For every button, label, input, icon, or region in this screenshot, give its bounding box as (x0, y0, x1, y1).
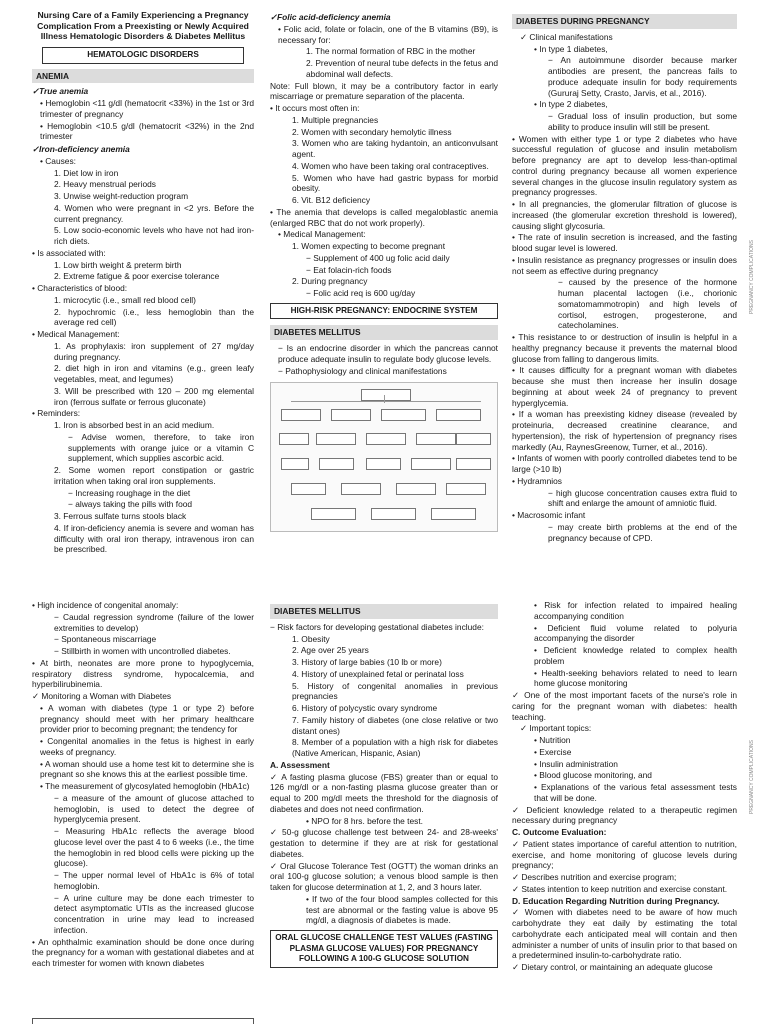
text-line: ✓ Important topics: (520, 723, 592, 734)
text-line: • Medical Management: (32, 329, 120, 340)
text-line: 2. hypochromic (i.e., less hemoglobin than the average red cell) (54, 306, 254, 328)
text-line: 5. Women who have had gastric bypass for morbid obesity. (292, 172, 498, 194)
text-line: 5. History of congenital anomalies in previous pregnancies (292, 680, 498, 702)
text-line: ✓ Women with diabetes need to be aware of how much carbohydrate they eat daily by estimating the total carbohydrate each anticipated meal will contain and then administer a number of units of insulin prior to that based on a predetermined insulin-to-carbohydrate ratio. (512, 907, 737, 961)
section-heading: HIGH-RISK PREGNANCY: ENDOCRINE SYSTEM (270, 303, 498, 320)
flowchart-node (456, 433, 491, 445)
flowchart-node (446, 483, 486, 495)
text-line: • Characteristics of blood: (32, 283, 128, 294)
text-line: • Medical Management: (278, 229, 366, 240)
text-line: • If two of the four blood samples collected for this test are abnormal or the fasting value is above 95 mg/dl, a diagnosis of diabetes is made. (306, 893, 498, 926)
text-line: 2. Extreme fatigue & poor exercise tolerance (54, 271, 220, 282)
column-1 (32, 10, 254, 595)
text-line: • Hemoglobin <10.5 g/dl (hematocrit <32%) in the 2nd trimester (40, 120, 254, 142)
column-6 (512, 600, 737, 1020)
text-line: − Is an endocrine disorder in which the pancreas cannot produce adequate insulin to regulate body glucose levels. (278, 343, 498, 364)
text-line: • The rate of insulin secretion is increased, and the fasting blood sugar level is lowered. (512, 232, 737, 253)
subheading: A. Assessment (270, 759, 330, 770)
page-title: Nursing Care of a Family Experiencing a Pregnancy Complication From a Preexisting or Newly Acquired Illness Hematologic Disorders & Diabetes Mellitus (37, 10, 249, 42)
text-line: 2. Women with secondary hemolytic illness (292, 126, 452, 137)
text-line: • It occurs most often in: (270, 103, 360, 113)
text-line: • Explanations of the various fetal assessment tests that will be done. (534, 782, 737, 803)
text-line: 4. If iron-deficiency anemia is severe and woman has difficulty with oral iron therapy, intravenous iron can be prescribed. (54, 522, 254, 555)
flowchart-node (331, 409, 371, 421)
text-line: 6. History of polycystic ovary syndrome (292, 703, 438, 713)
flowchart-node (456, 458, 491, 470)
subheading: ✓Folic acid-deficiency anemia (270, 12, 391, 22)
text-line: 4. Women who were pregnant in <2 yrs. Before the current pregnancy. (54, 202, 254, 224)
section-heading: HEMATOLOGIC DISORDERS (42, 47, 244, 64)
column-4 (32, 600, 254, 1020)
text-line: 5. Low socio-economic levels who have not had iron-rich diets. (54, 225, 254, 247)
text-line: ✓ 50-g glucose challenge test between 24- and 28-weeks' gestation to determine if they are at risk for gestational diabetes. (270, 827, 498, 859)
text-line: • It causes difficulty for a pregnant woman with diabetes because she must then increase her insulin dosage beginning at about week 24 of pregnancy to prevent hyperglycemia. (512, 365, 737, 408)
flowchart-node (319, 458, 354, 470)
text-line: − a measure of the amount of glucose attached to hemoglobin, is used to detect the degree of hyperglycemia present. (54, 792, 254, 825)
text-line: 3. Will be prescribed with 120 – 200 mg elemental iron (ferrous sulfate or ferrous gluconate) (54, 385, 254, 407)
text-line: • If a woman has preexisting kidney disease (revealed by proteinuria, decreased creatinine clearance, and hypertension), the risk of hypertension of pregnancy rises markedly (Au, RaynesGreenow, Turner, et al., 2016). (512, 409, 737, 452)
text-line: ✓ A fasting plasma glucose (FBS) greater than or equal to 126 mg/dl or a non-fasting plasma glucose greater than or equal to 200 mg/dl meets the threshold for the diagnosis of diabetes and does not need confirmation. (270, 771, 498, 814)
text-line: • The measurement of glycosylated hemoglobin (HbA1c) (40, 781, 250, 791)
text-line: • Women with either type 1 or type 2 diabetes who have successful regulation of glucose and insulin metabolism before pregnancy are apt to develop less-than-optimal control during pregnancy because all women experience several changes in the glucose insulin regulatory system as pregnancy progresses. (512, 133, 737, 198)
text-line: − Folic acid req is 600 ug/day (306, 288, 416, 298)
text-line: 3. Ferrous sulfate turns stools black (54, 511, 187, 522)
text-line: 1. As prophylaxis: iron supplement of 27 mg/day during pregnancy. (54, 340, 254, 362)
text-line: • Causes: (40, 155, 76, 166)
text-line: • Insulin resistance as pregnancy progresses or insulin does not seem as effective during pregnancy (512, 254, 737, 276)
subheading: D. Education Regarding Nutrition during Pregnancy. (512, 895, 720, 906)
column-5 (270, 600, 498, 1020)
text-line: 6. Vit. B12 deficiency (292, 195, 371, 205)
text-line: 1. Low birth weight & preterm birth (54, 259, 182, 270)
side-label: PREGNANCY COMPLICATIONS (749, 240, 755, 314)
text-line: • Deficient fluid volume related to polyuria accompanying the disorder (534, 622, 737, 644)
text-line: 1. Iron is absorbed best in an acid medium. (54, 420, 215, 431)
text-line: • Is associated with: (32, 247, 106, 258)
flowchart-node (366, 433, 406, 445)
text-line: • Nutrition (534, 735, 571, 745)
text-line: • Blood glucose monitoring, and (534, 770, 652, 781)
text-line: • Congenital anomalies in the fetus is highest in early weeks of pregnancy. (40, 736, 254, 757)
text-line: • In type 1 diabetes, (534, 43, 608, 54)
text-line: − Eat folacin-rich foods (306, 264, 392, 275)
text-line: − An autoimmune disorder because marker antibodies are present, the pancreas fails to produce adequate insulin for body requirements (Gururaj Setty, Crasto, Jarvis, et al., 2016). (548, 55, 737, 98)
section-band: ANEMIA (32, 69, 254, 84)
flowchart-node (366, 458, 401, 470)
section-band: DIABETES MELLITUS (270, 604, 498, 619)
subheading: C. Outcome Evaluation: (512, 827, 607, 837)
column-2 (270, 10, 498, 595)
text-line: • Reminders: (32, 408, 81, 419)
text-line: 2. During pregnancy (292, 276, 368, 287)
text-line: − Increasing roughage in the diet (68, 487, 191, 498)
flowchart-node (431, 508, 476, 520)
flowchart-connector (384, 395, 385, 403)
text-line: ✓ Patient states importance of careful attention to nutrition, exercise, and home monitoring of glucose levels during pregnancy; (512, 838, 737, 871)
text-line: • An ophthalmic examination should be done once during the pregnancy for a woman with gestational diabetes and at each trimester for women with known diabetes (32, 936, 254, 968)
text-line: ✓ Oral Glucose Tolerance Test (OGTT) the woman drinks an oral 100-g glucose solution; a venous blood sample is then taken for glucose determination at 1, 2, and 3 hours later. (270, 860, 498, 892)
text-line: 3. Unwise weight-reduction program (54, 191, 189, 202)
text-line: ✓ Deficient knowledge related to a therapeutic regimen necessary during pregnancy (512, 804, 737, 826)
text-line: 8. Member of a population with a high risk for diabetes (Native American, Hispanic, Asian) (292, 737, 498, 758)
section-band: DIABETES DURING PREGNANCY (512, 14, 737, 29)
pathophysiology-flowchart (270, 382, 498, 532)
text-line: 2. Age over 25 years (292, 645, 369, 656)
text-line: − Caudal regression syndrome (failure of the lower extremities to develop) (54, 611, 254, 633)
text-line: • Hemoglobin <11 g/dl (hematocrit <33%) in the 1st or 3rd trimester of pregnancy (40, 98, 254, 119)
text-line: • A woman with diabetes (type 1 or type 2) before pregnancy should meet with her primary healthcare provider prior to becoming pregnant; the tendency for (40, 702, 254, 735)
text-line: − Stillbirth in women with uncontrolled diabetes. (54, 646, 231, 656)
flowchart-node (341, 483, 381, 495)
text-line: 1. Multiple pregnancies (292, 114, 379, 125)
text-line: • NPO for 8 hrs. before the test. (306, 815, 423, 826)
text-line: − Pathophysiology and clinical manifestations (278, 365, 447, 376)
flowchart-node (291, 483, 326, 495)
text-line: − Measuring HbA1c reflects the average blood glucose level over the past 4 to 6 weeks (i.e., the time the hemoglobin in red blood cells were picking up the glucose). (54, 826, 254, 869)
text-line: 3. Women who are taking hydantoin, an anticonvulsant agent. (292, 138, 498, 159)
text-line: 1. Diet low in iron (54, 167, 119, 178)
text-line: 2. Prevention of neural tube defects in the fetus and abdominal wall defects. (306, 58, 498, 79)
text-line: • Folic acid, folate or folacin, one of the B vitamins (B9), is necessary for: (278, 23, 498, 45)
flowchart-node (416, 433, 456, 445)
flowchart-node (371, 508, 416, 520)
text-line: ✓ States intention to keep nutrition and exercise constant. (512, 883, 728, 894)
text-line: • Exercise (534, 746, 572, 757)
text-line: 4. Women who have been taking oral contraceptives. (292, 160, 489, 171)
section-band: DIABETES MELLITUS (270, 325, 498, 340)
table-top-edge (32, 1018, 254, 1024)
flowchart-node (281, 409, 321, 421)
text-line: • High incidence of congenital anomaly: (32, 600, 179, 610)
text-line: − always taking the pills with food (68, 499, 193, 510)
text-line: − high glucose concentration causes extra fluid to shift and enlarge the amount of amniotic fluid. (548, 487, 737, 509)
side-label: PREGNANCY COMPLICATIONS (749, 740, 755, 814)
text-line: − Risk factors for developing gestational diabetes include: (270, 621, 484, 632)
text-line: • At birth, neonates are more prone to hypoglycemia, respiratory distress syndrome, hypocalcemia, and hyperbilirubinemia. (32, 657, 254, 690)
text-line: 7. Family history of diabetes (one close relative or two distant ones) (292, 714, 498, 736)
flowchart-node (396, 483, 436, 495)
text-line: − Gradual loss of insulin production, but some ability to produce insulin will still be present. (548, 111, 737, 132)
text-line: 2. Heavy menstrual periods (54, 179, 156, 190)
text-line: ✓ Describes nutrition and exercise program; (512, 872, 677, 882)
text-line: − Spontaneous miscarriage (54, 634, 157, 645)
text-line: Note: Full blown, it may be a contributory factor in early miscarriage or premature separation of the placenta. (270, 80, 498, 102)
text-line: • Hydramnios (512, 475, 562, 486)
text-line: 1. Obesity (292, 633, 330, 644)
text-line: 3. History of large babies (10 lb or more) (292, 657, 442, 667)
text-line: ✓ Monitoring a Woman with Diabetes (32, 691, 172, 701)
text-line: • In all pregnancies, the glomerular filtration of glucose is increased (the glomerular excretion threshold is lowered), causing slight glycosuria. (512, 199, 737, 231)
text-line: 1. microcytic (i.e., small red blood cell) (54, 294, 196, 305)
flowchart-node (411, 458, 451, 470)
text-line: − caused by the presence of the hormone human placental lactogen (i.e., chorionic somatomammotropin) and high levels of cortisol, estrogen, progesterone, and catecholamines. (558, 277, 737, 331)
column-3 (512, 10, 737, 595)
flowchart-node (381, 409, 426, 421)
text-line: • This resistance to or destruction of insulin is helpful in a healthy pregnancy because it prevents the maternal blood glucose from falling to dangerous limits. (512, 332, 737, 364)
text-line: ✓ Clinical manifestations (520, 31, 613, 42)
subheading: ✓True anemia (32, 86, 89, 97)
text-line: − Supplement of 400 ug folic acid daily (306, 252, 450, 263)
flowchart-connector (291, 401, 481, 402)
text-line: • Deficient knowledge related to complex health problem (534, 645, 737, 666)
text-line: 1. The normal formation of RBC in the mother (306, 46, 476, 57)
text-line: • Insulin administration (534, 758, 618, 769)
text-line: 4. History of unexplained fetal or perinatal loss (292, 668, 464, 679)
text-line: ✓ Dietary control, or maintaining an adequate glucose (512, 962, 713, 972)
text-line: • Risk for infection related to impaired healing accompanying condition (534, 600, 737, 621)
text-line: − A urine culture may be done each trimester to detect asymptomatic UTIs as the increased glucose concentration in urine may lead to increased infection. (54, 892, 254, 935)
flowchart-node (436, 409, 481, 421)
text-line: − The upper normal level of HbA1c is 6% of total hemoglobin. (54, 870, 254, 891)
section-heading: ORAL GLUCOSE CHALLENGE TEST VALUES (FASTING PLASMA GLUCOSE VALUES) FOR PREGNANCY FOLLOWING A 100-G GLUCOSE SOLUTION (270, 930, 498, 968)
text-line: ✓ One of the most important facets of the nurse's role in caring for the pregnant woman with diabetes: health teaching. (512, 690, 737, 722)
subheading: ✓Iron-deficiency anemia (32, 144, 130, 155)
flowchart-node (316, 433, 356, 445)
text-line: • The anemia that develops is called megaloblastic anemia (enlarged RBC that do not work properly). (270, 206, 498, 228)
text-line: • Infants of women with poorly controlled diabetes tend to be large (>10 lb) (512, 453, 737, 474)
flowchart-node (281, 458, 309, 470)
text-line: − Advise women, therefore, to take iron supplements with orange juice or a vitamin C supplement, which supplies ascorbic acid. (68, 431, 254, 464)
text-line: • A woman should use a home test kit to determine she is pregnant so she knows this at the earliest possible time. (40, 758, 254, 780)
text-line: 2. Some women report constipation or gastric irritation when taking oral iron supplements. (54, 465, 254, 486)
flowchart-node (279, 433, 309, 445)
text-line: 2. diet high in iron and vitamins (e.g., green leafy vegetables, meat, and legumes) (54, 363, 254, 385)
text-line: • Health-seeking behaviors related to need to learn home glucose monitoring (534, 667, 737, 689)
text-line: • Macrosomic infant (512, 510, 586, 520)
text-line: − may create birth problems at the end of the pregnancy because of CPD. (548, 521, 737, 543)
text-line: 1. Women expecting to become pregnant (292, 241, 446, 251)
flowchart-node (311, 508, 356, 520)
text-line: • In type 2 diabetes, (534, 99, 608, 110)
flowchart-node (361, 389, 411, 401)
